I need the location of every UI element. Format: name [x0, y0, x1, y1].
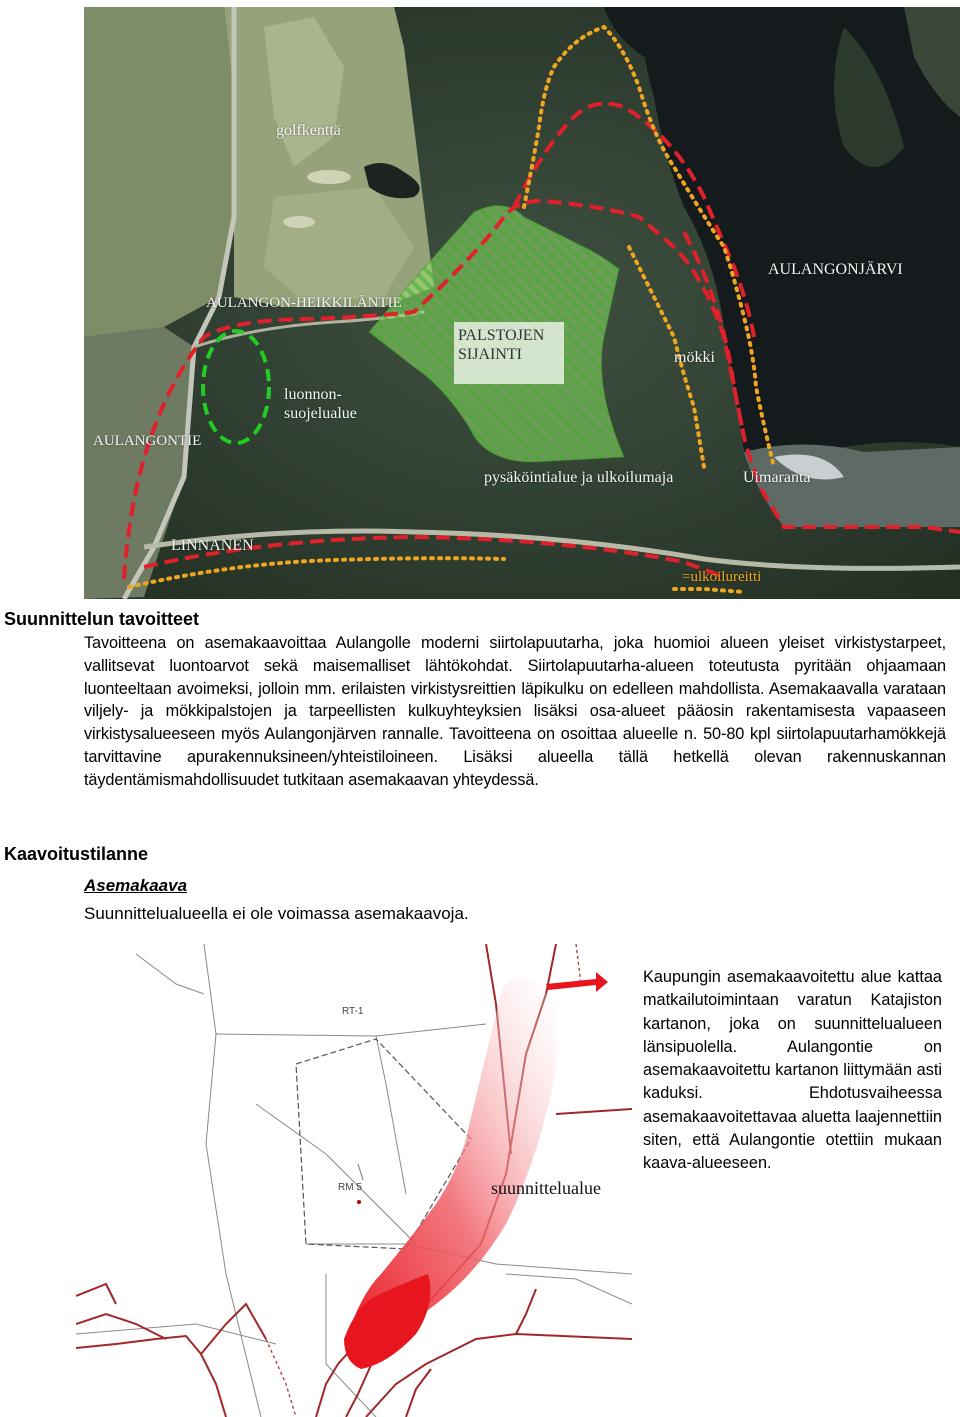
aerial-photo-map	[84, 7, 960, 599]
goals-paragraph: Tavoitteena on asemakaavoittaa Aulangolle moderni siirtolapuutarha, joka huomioi alueen yleiset virkistystarpeet, vallitsevat luontoarvot sekä maisemalliset lähtökohdat. Siirtolapuutarha-alueen toteutusta pyritään ohjaamaan luonteeltaan avoimeksi, jolloin mm. erilaisten virkistysreittien läpikulku on edelleen mahdollista. Asemakaavalla varataan viljely- ja mökkipalstojen ja tarpeellisten kulkuyhteyksien lisäksi osa-alueet pääosin rakentamisesta vapaaseen virkistysalueeseen myös Aulangonjärven rannalle. Tavoitteena on osoittaa alueelle n. 50-80 kpl siirtolapuutarhamökkejä tarvittavine apurakennuksineen/yhteistiloineen. Lisäksi alueella tällä hetkellä olevan rakennuskannan täydentämismahdollisuudet tutkitaan asemakaavan yhteydessä.	[84, 634, 946, 789]
parking-area-label: pysäköintialue ja ulkoilumaja	[484, 469, 674, 486]
aulangontie-road-label: AULANGONTIE	[93, 433, 202, 449]
zoning-plan-map	[76, 944, 632, 1417]
subheading-asemakaava: Asemakaava	[84, 876, 188, 895]
section-heading-kaavoitustilanne: Kaavoitustilanne	[4, 844, 149, 864]
rm5-zone-label: RM 5	[338, 1182, 362, 1193]
golf-course-label: golfkenttä	[276, 122, 341, 139]
zoning-status-description: Kaupungin asemakaavoitettu alue kattaa matkailutoimintaan varatun Katajiston kartanon, joka on suunnittelualueen länsipuolella. Aulangontie on asemakaavoitettu kartanon liittymään asti kaduksi. Ehdotusvaiheessa asemakaavoitettavaa aluetta laajennettiin siten, että Aulangontie otettiin mukaan kaava-alueeseen.	[643, 968, 942, 1173]
beach-label: Uimaranta	[743, 469, 811, 486]
heikkilantie-road-label: AULANGON-HEIKKILÄNTIE	[206, 295, 402, 311]
planning-area-label: suunnittelualue	[491, 1178, 601, 1198]
nature-reserve-label: luonnon- suojelualue	[284, 386, 357, 422]
cottage-label: mökki	[674, 349, 715, 366]
trail-legend-label: =ulkoilureitti	[682, 569, 762, 585]
lake-label: AULANGONJÄRVI	[768, 261, 903, 278]
no-plan-text: Suunnittelualueella ei ole voimassa asemakaavoja.	[84, 904, 469, 923]
section-heading-tavoitteet: Suunnittelun tavoitteet	[4, 609, 199, 629]
linnanen-label: LINNANEN	[171, 537, 254, 554]
rt1-zone-label: RT-1	[342, 1006, 364, 1017]
plot-location-label: PALSTOJEN SIJAINTI	[454, 322, 564, 384]
